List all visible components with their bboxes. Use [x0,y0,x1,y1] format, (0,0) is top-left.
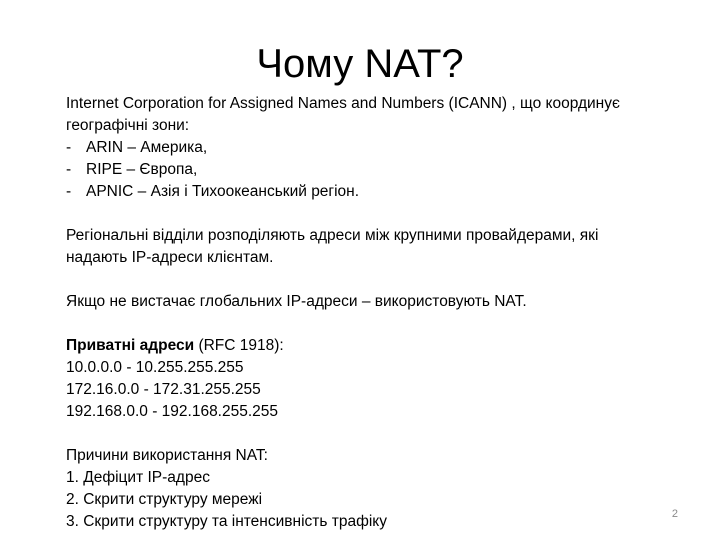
nat-reason-item-1: 1. Дефіцит IP-адрес [66,469,210,486]
nat-note: Якщо не вистачає глобальних IP-адреси – використовують NAT. [66,293,527,310]
nat-reasons-block [66,445,686,533]
regional-line-1: Регіональні відділи розподіляють адреси між крупними провайдерами, які [66,227,599,244]
nat-reason-item-3: 3. Скрити структуру та інтенсивність трафіку [66,513,387,530]
bullet-dash: - [66,139,72,156]
private-addresses-block [66,335,686,423]
slide-title: Чому NAT? [256,42,464,86]
nat-note-block [66,291,686,313]
bullet-item-ripe [66,159,686,181]
private-range-172: 172.16.0.0 - 172.31.255.255 [66,381,261,398]
bullet-text: APNIC – Азія і Тихоокеанський регіон. [86,183,360,200]
bullet-item-apnic [66,181,686,203]
icann-intro-line-1: Internet Corporation for Assigned Names and Numbers (ICANN) , що координує [66,95,620,112]
private-addresses-heading-bold: Приватні адреси [66,337,195,354]
private-range-192: 192.168.0.0 - 192.168.255.255 [66,403,279,420]
page-number: 2 [671,508,678,520]
bullet-text: RIPE – Європа, [86,161,198,178]
nat-reason-item-2: 2. Скрити структуру мережі [66,491,263,508]
private-addresses-heading-rest: (RFC 1918): [194,337,284,354]
private-addresses-heading [66,335,686,357]
regional-block [66,225,686,269]
icann-intro-line-2: географічні зони: [66,117,190,134]
slide-body [66,93,686,555]
bullet-dash: - [66,183,72,200]
bullet-dash: - [66,161,72,178]
bullet-text: ARIN – Америка, [86,139,208,156]
nat-reasons-heading: Причини використання NAT: [66,447,268,464]
private-range-10: 10.0.0.0 - 10.255.255.255 [66,359,244,376]
bullet-item-arin [66,137,686,159]
regional-line-2: надають IP-адреси клієнтам. [66,249,274,266]
icann-block [66,93,686,203]
